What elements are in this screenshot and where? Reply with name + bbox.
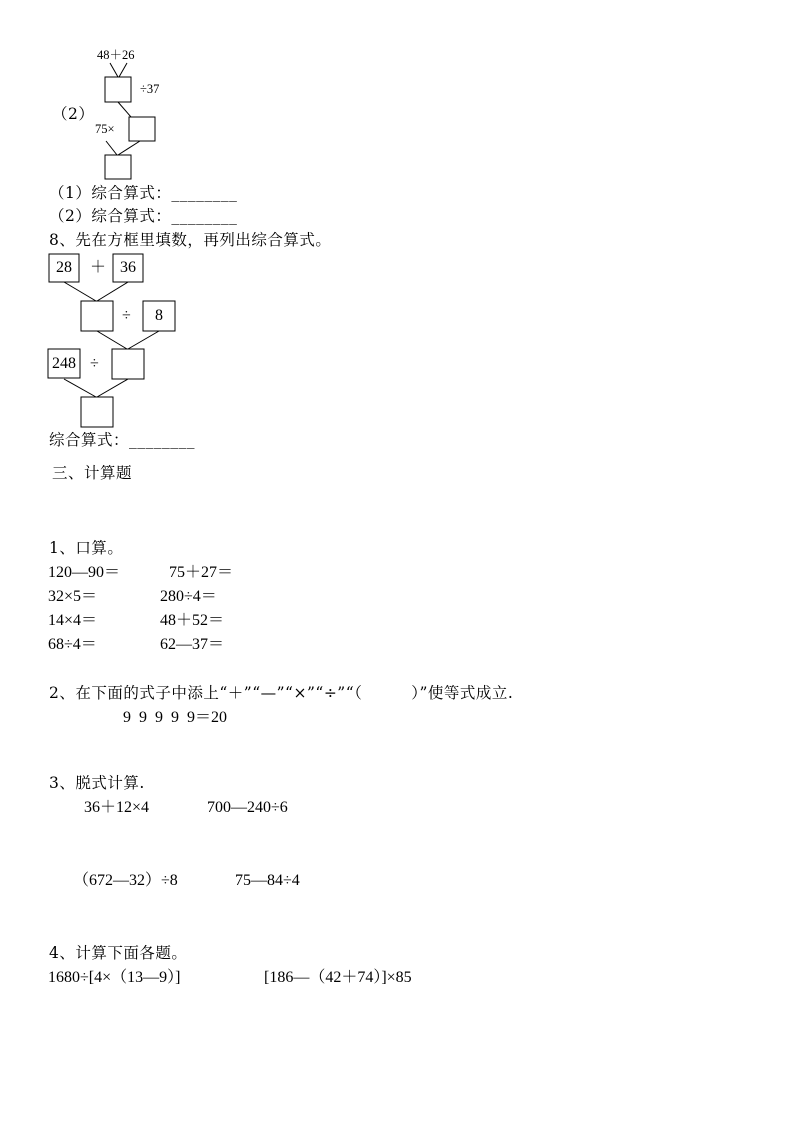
calc-3-title: 3、脱式计算. <box>49 774 145 792</box>
divide-operator: ÷ <box>122 307 131 324</box>
step-calc-expression: 700—240÷6 <box>207 799 288 816</box>
step-calc-expression: 36＋12×4 <box>84 799 150 816</box>
multiply-operation: 75× <box>95 122 115 136</box>
answer-box[interactable] <box>105 77 131 102</box>
oral-calc-item: 75＋27＝ <box>169 564 234 581</box>
box-number-28: 28 <box>56 259 72 276</box>
box-number-248: 248 <box>52 355 76 372</box>
calc-4-title: 4、计算下面各题。 <box>49 944 188 962</box>
answer-box[interactable] <box>129 117 155 141</box>
answer-line-1: （1）综合算式：________ <box>49 184 238 202</box>
oral-calc-item: 280÷4＝ <box>160 588 217 605</box>
section-title: 三、计算题 <box>52 464 133 482</box>
calc-1-title: 1、口算。 <box>49 539 124 557</box>
box-number-36: 36 <box>120 259 136 276</box>
oral-calc-item: 32×5＝ <box>48 588 98 605</box>
oral-calc-item: 68÷4＝ <box>48 636 97 653</box>
connector-line <box>110 63 118 77</box>
oral-calc-item: 48＋52＝ <box>160 612 225 629</box>
connector-line <box>97 331 127 349</box>
connector-line <box>97 379 128 397</box>
oral-calc-item: 14×4＝ <box>48 612 98 629</box>
answer-box[interactable] <box>112 349 144 379</box>
oral-calc-item: 120—90＝ <box>48 564 121 581</box>
divide-operation: ÷37 <box>140 82 160 96</box>
connector-line <box>97 282 128 301</box>
plus-operator: ＋ <box>90 259 107 276</box>
question-8-answer: 综合算式：________ <box>49 431 196 449</box>
diagram-label: （2） <box>52 105 95 123</box>
answer-line-2: （2）综合算式：________ <box>49 207 238 225</box>
connector-line <box>128 331 159 349</box>
compute-expression: [186—（42＋74）]×85 <box>264 969 412 986</box>
connector-line <box>118 141 140 155</box>
top-expression: 48＋26 <box>97 48 135 62</box>
oral-calc-item: 62—37＝ <box>160 636 225 653</box>
divide-operator: ÷ <box>90 355 99 372</box>
calc-2-title: 2、在下面的式子中添上“＋”“—”“×”“÷”“（ ）”使等式成立. <box>49 684 514 702</box>
connector-line <box>118 102 131 117</box>
connector-line <box>64 379 96 397</box>
compute-expression: 1680÷[4×（13—9）] <box>48 969 181 986</box>
equation-expression: 9 9 9 9 9＝20 <box>123 709 228 726</box>
step-calc-expression: 75—84÷4 <box>235 872 300 889</box>
question-8-title: 8、先在方框里填数，再列出综合算式。 <box>49 231 332 249</box>
step-calc-expression: （672—32）÷8 <box>73 872 178 889</box>
answer-box[interactable] <box>81 397 113 427</box>
answer-box[interactable] <box>81 301 113 331</box>
connector-line <box>64 282 96 301</box>
connector-line <box>106 141 117 155</box>
answer-box[interactable] <box>105 155 131 179</box>
box-number-8: 8 <box>155 307 163 324</box>
connector-line <box>119 63 127 77</box>
